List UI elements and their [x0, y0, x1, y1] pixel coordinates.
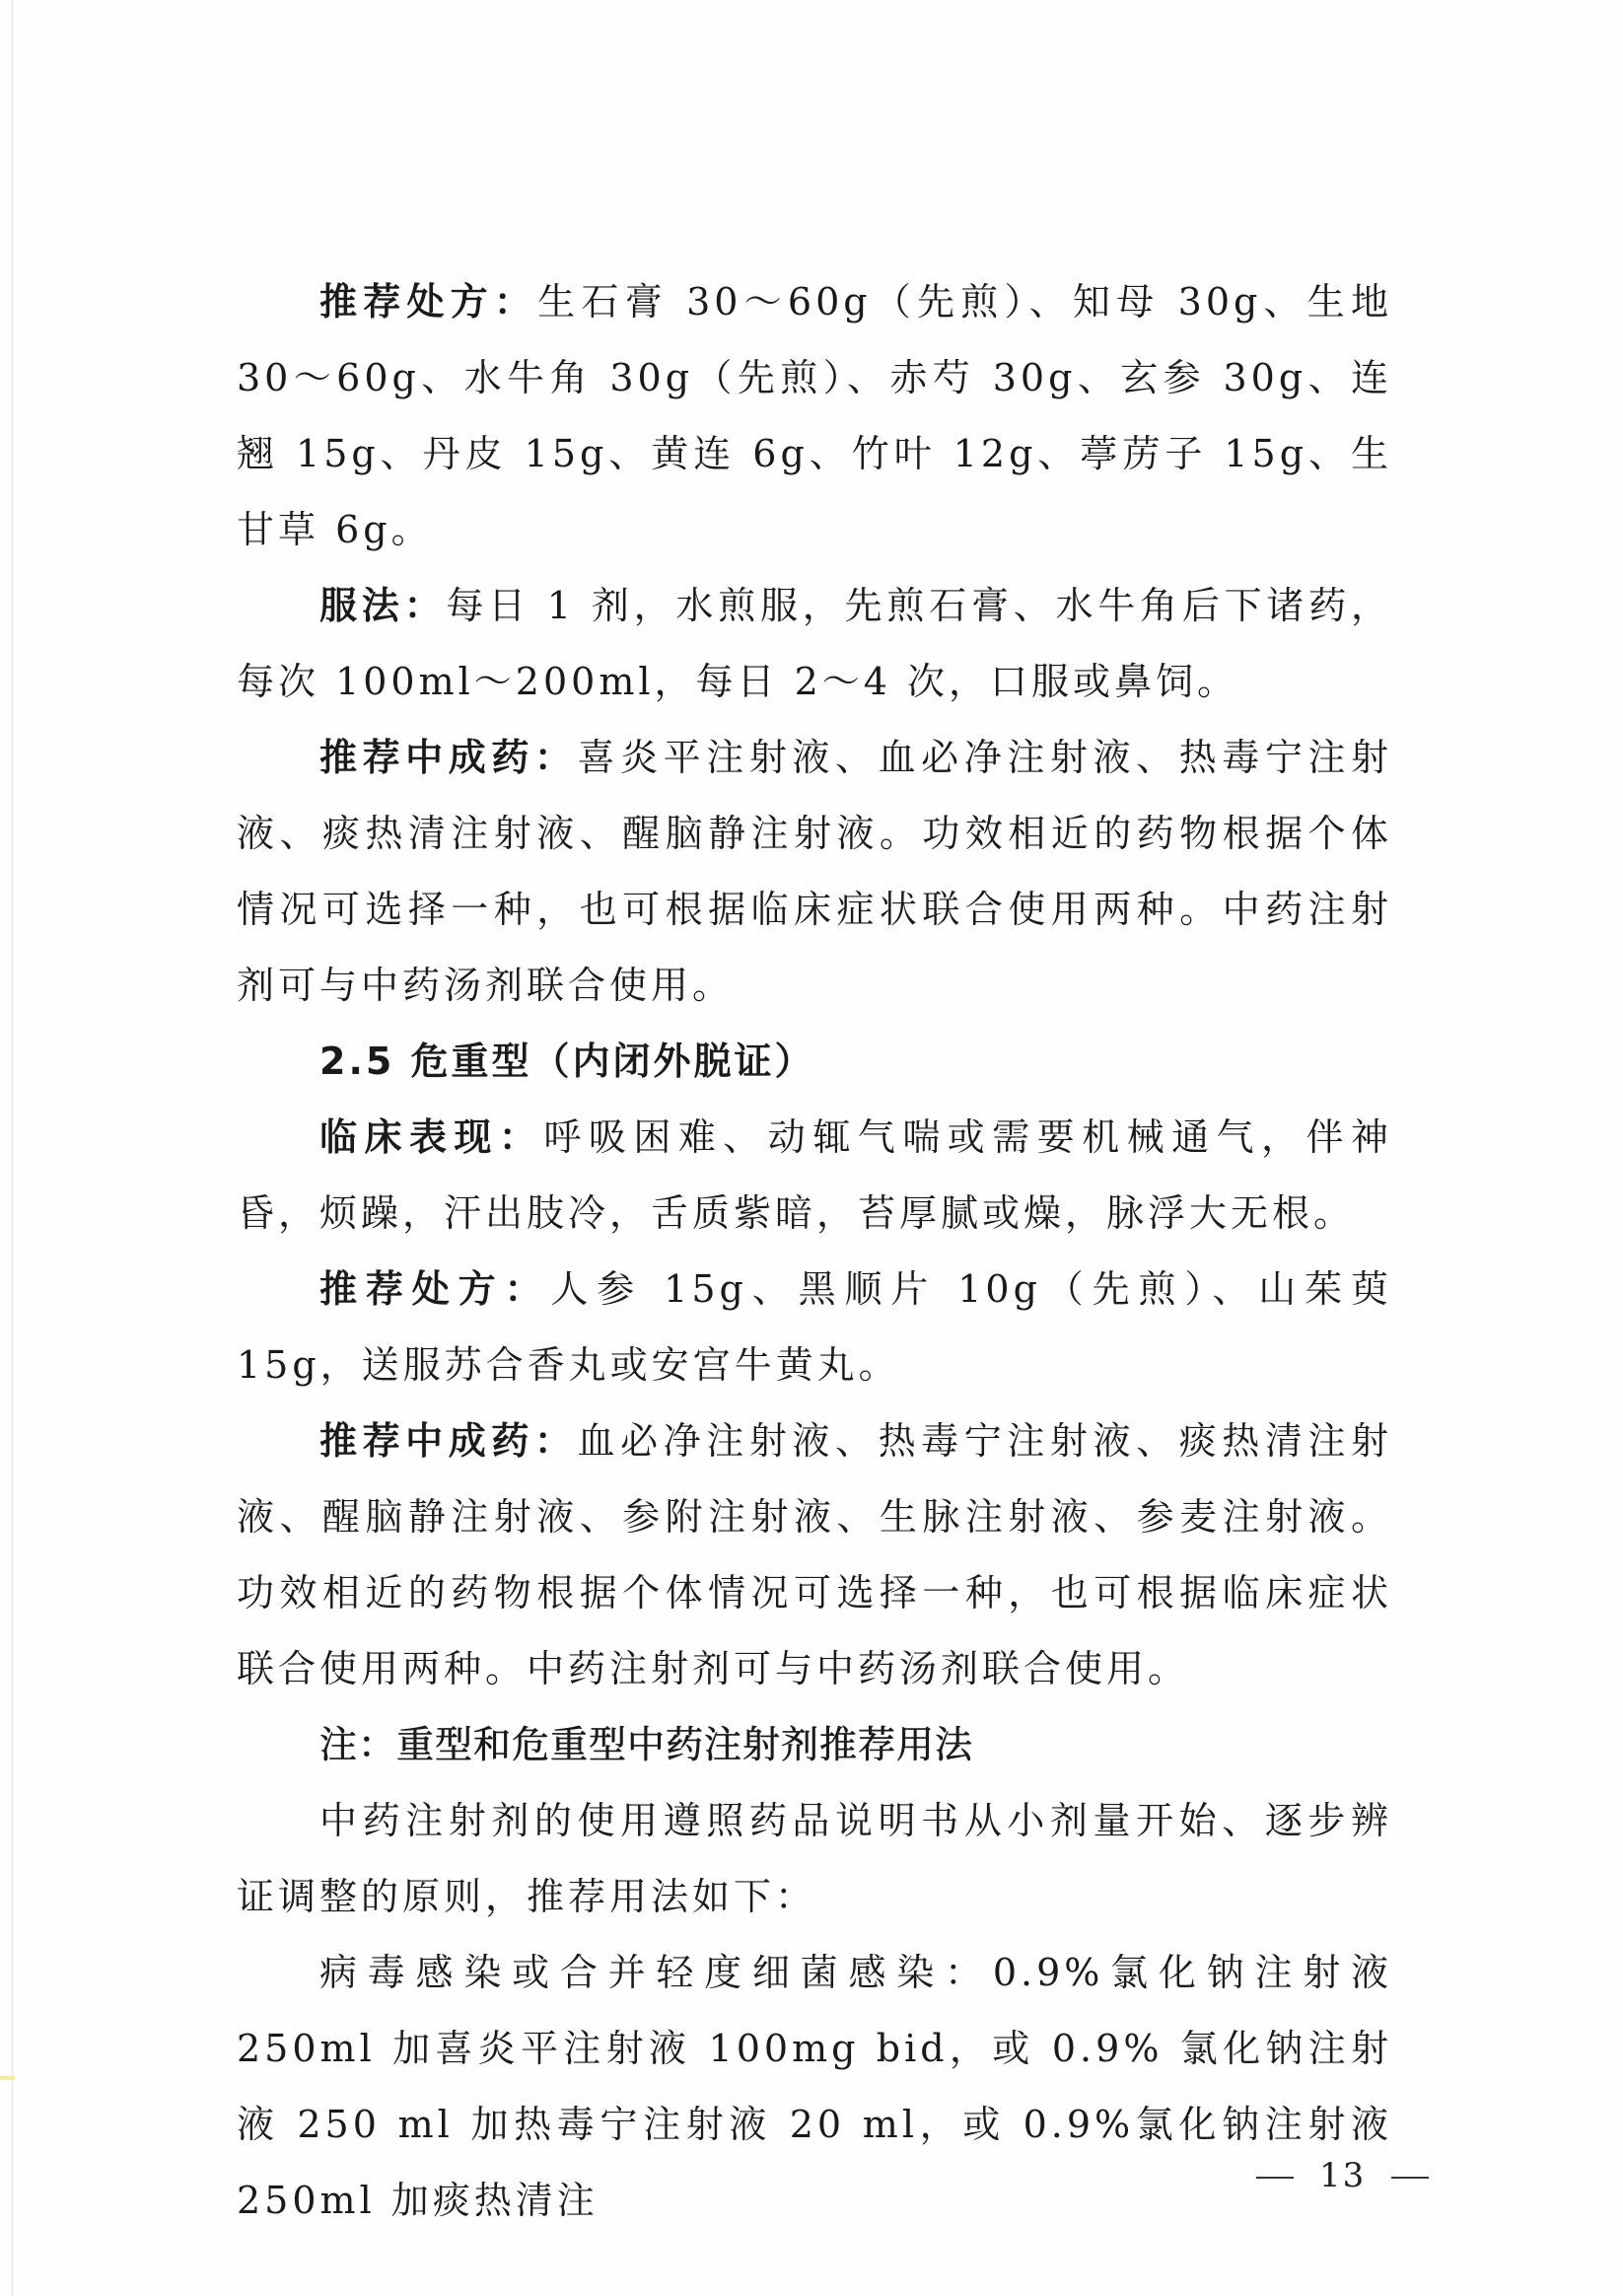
- paragraph-prescription-severe: [237, 264, 1392, 568]
- section-heading-critical: 2.5 危重型（内闭外脱证）: [319, 1040, 815, 1083]
- label-patent-medicine-critical: 推荐中成药：: [319, 1419, 578, 1463]
- text-patent-medicine-critical: 血必净注射液、热毒宁注射液、痰热清注射液、醒脑静注射液、参附注射液、生脉注射液、参麦注射液。功效相近的药物根据个体情况可选择一种，也可根据临床症状联合使用两种。中药注射剂可与中药汤剂联合使用。: [237, 1419, 1392, 1690]
- text-clinical-manifestation: 呼吸困难、动辄气喘或需要机械通气，伴神昏，烦躁，汗出肢冷，舌质紫暗，苔厚腻或燥，脉浮大无根。: [237, 1115, 1392, 1235]
- label-clinical-manifestation: 临床表现：: [319, 1115, 544, 1159]
- paragraph-note-viral: 病毒感染或合并轻度细菌感染：0.9%氯化钠注射液 250ml 加喜炎平注射液 100mg bid，或 0.9% 氯化钠注射液 250 ml 加热毒宁注射液 20 ml，或 0.9%氯化钠注射液 250ml 加痰热清注: [237, 1951, 1392, 2222]
- label-prescription: 推荐处方：: [319, 280, 538, 323]
- dash-left: [1256, 2177, 1294, 2179]
- page-body: [237, 264, 1392, 2239]
- text-patent-medicine: 喜炎平注射液、血必净注射液、热毒宁注射液、痰热清注射液、醒脑静注射液。功效相近的药物根据个体情况可选择一种，也可根据临床症状联合使用两种。中药注射剂可与中药汤剂联合使用。: [237, 736, 1392, 1007]
- paragraph-prescription-critical: [237, 1252, 1392, 1403]
- paragraph-patent-medicine-critical: [237, 1403, 1392, 1707]
- paragraph-clinical-manifestation: [237, 1100, 1392, 1252]
- page-number-footer: [1231, 2156, 1454, 2195]
- note-heading: 注：重型和危重型中药注射剂推荐用法: [319, 1723, 974, 1766]
- label-administration: 服法：: [319, 584, 447, 627]
- label-patent-medicine: 推荐中成药：: [319, 736, 578, 779]
- scan-edge-line: [11, 0, 14, 2296]
- paragraph-patent-medicine-severe: [237, 720, 1392, 1024]
- page-number: 13: [1319, 2156, 1367, 2195]
- text-prescription-critical: 人参 15g、黑顺片 10g（先煎）、山茱萸 15g，送服苏合香丸或安宫牛黄丸。: [237, 1267, 1392, 1387]
- dash-right: [1391, 2177, 1429, 2179]
- text-administration: 每日 1 剂，水煎服，先煎石膏、水牛角后下诸药，每次 100ml～200ml，每日 2～4 次，口服或鼻饲。: [237, 584, 1392, 703]
- paragraph-note-intro: 中药注射剂的使用遵照药品说明书从小剂量开始、逐步辨证调整的原则，推荐用法如下：: [237, 1799, 1392, 1918]
- paragraph-administration: [237, 568, 1392, 720]
- label-prescription-critical: 推荐处方：: [319, 1267, 551, 1311]
- scan-edge-mark: [0, 2076, 15, 2080]
- text-prescription: 生石膏 30～60g（先煎）、知母 30g、生地 30～60g、水牛角 30g（先煎）、赤芍 30g、玄参 30g、连翘 15g、丹皮 15g、黄连 6g、竹叶 12g、葶苈子 15g、生甘草 6g。: [237, 280, 1392, 551]
